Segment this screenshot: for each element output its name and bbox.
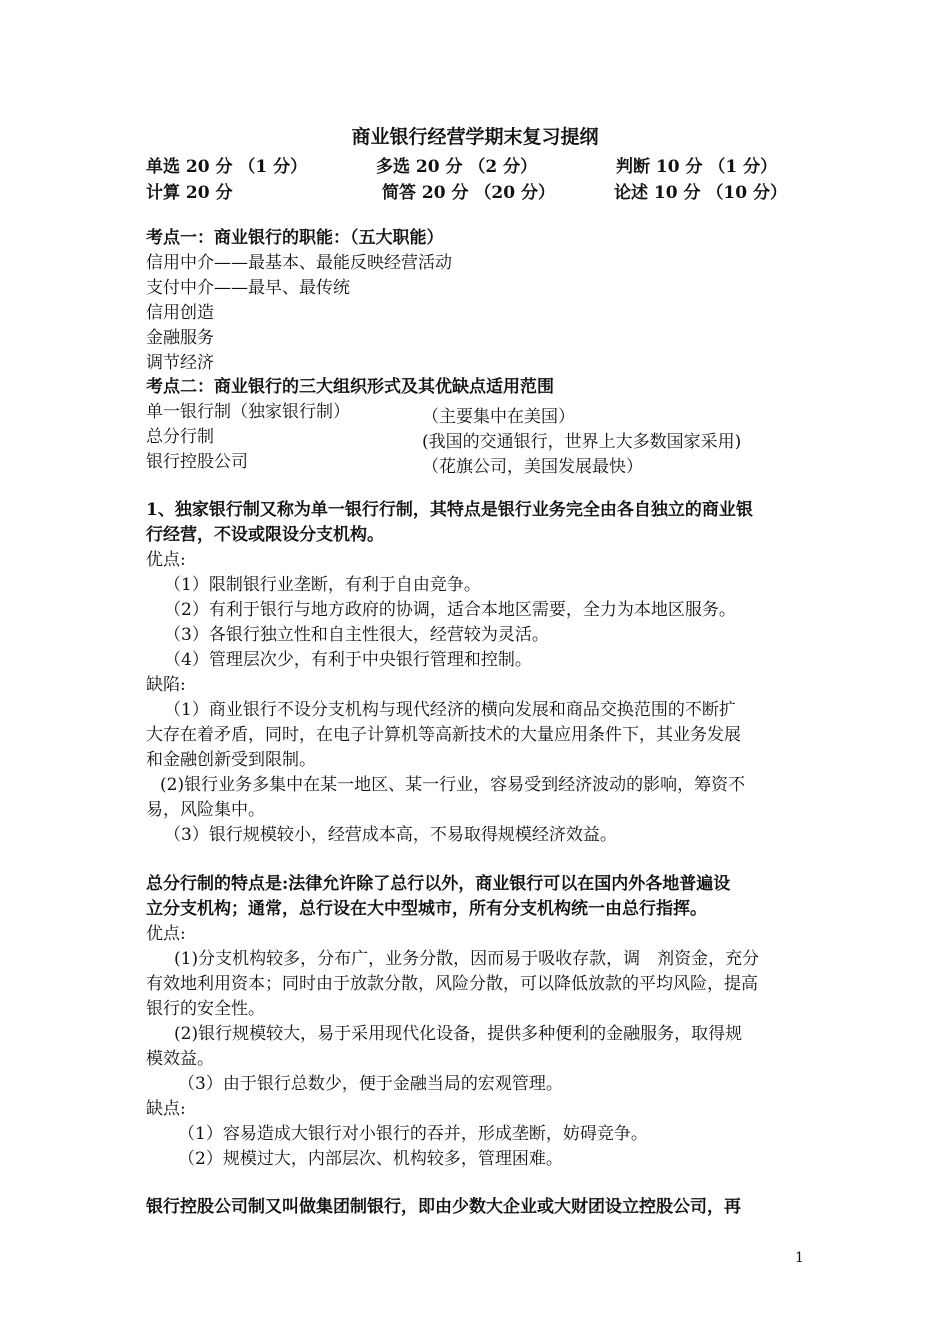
org-form-note: (我国的交通银行，世界上大多数国家采用) (422, 432, 742, 452)
page-number: 1 (795, 1250, 804, 1266)
score-single: 单选 20 分 （1 分） (146, 157, 308, 177)
branch-bank-definition: 立分支机构；通常，总行设在大中型城市，所有分支机构统一由总行指挥。 (146, 899, 707, 919)
org-form-name: 总分行制 (146, 427, 214, 447)
score-essay: 论述 10 分 （10 分） (614, 183, 787, 203)
score-calc: 计算 20 分 (146, 183, 233, 203)
branch-bank-definition: 总分行制的特点是:法律允许除了总行以外，商业银行可以在国内外各地普遍设 (146, 874, 731, 894)
disadvantages-label: 缺陷: (146, 675, 186, 695)
section-heading-1: 考点一：商业银行的职能：（五大职能） (146, 228, 444, 248)
disadvantage-item: (2)银行业务多集中在某一地区、某一行业，容易受到经济波动的影响，筹资不 (160, 775, 746, 795)
advantages-label: 优点: (146, 550, 186, 570)
disadvantage-item: 和金融创新受到限制。 (146, 750, 316, 770)
disadvantage-item: 易，风险集中。 (146, 800, 265, 820)
advantages-label: 优点: (146, 924, 186, 944)
advantage-item: （3）各银行独立性和自主性很大，经营较为灵活。 (164, 625, 549, 645)
unit-bank-definition: 1、独家银行制又称为单一银行行制，其特点是银行业务完全由各自独立的商业银 (146, 500, 753, 520)
org-form-note: （主要集中在美国） (422, 407, 575, 427)
org-form-note: （花旗公司，美国发展最快） (422, 457, 643, 477)
score-multi: 多选 20 分 （2 分） (376, 157, 538, 177)
advantage-item: （2）有利于银行与地方政府的协调，适合本地区需要，全力为本地区服务。 (164, 600, 736, 620)
advantage-item: 模效益。 (146, 1049, 214, 1069)
unit-bank-definition: 行经营，不设或限设分支机构。 (146, 525, 384, 545)
section-heading-2: 考点二：商业银行的三大组织形式及其优缺点适用范围 (146, 377, 554, 397)
page-title: 商业银行经营学期末复习提纲 (351, 126, 599, 148)
disadvantage-item: （1）商业银行不设分支机构与现代经济的横向发展和商品交换范围的不断扩 (164, 700, 736, 720)
advantage-item: 有效地利用资本；同时由于放款分散，风险分散，可以降低放款的平均风险，提高 (146, 974, 758, 994)
org-form-name: 银行控股公司 (146, 452, 248, 472)
disadvantage-item: （3）银行规模较小，经营成本高，不易取得规模经济效益。 (164, 825, 617, 845)
disadvantage-item: （2）规模过大，内部层次、机构较多，管理困难。 (178, 1149, 563, 1169)
advantage-item: (1)分支机构较多，分布广，业务分散，因而易于吸收存款，调 剂资金，充分 (174, 949, 760, 969)
advantage-item: (2)银行规模较大，易于采用现代化设备，提供多种便利的金融服务，取得规 (174, 1024, 743, 1044)
function-item: 信用创造 (146, 303, 214, 323)
advantage-item: （3）由于银行总数少，便于金融当局的宏观管理。 (178, 1074, 563, 1094)
function-item: 调节经济 (146, 353, 214, 373)
disadvantage-item: （1）容易造成大银行对小银行的吞并，形成垄断，妨碍竞争。 (178, 1124, 648, 1144)
advantage-item: （1）限制银行业垄断，有利于自由竞争。 (164, 575, 481, 595)
function-item: 支付中介——最早、最传统 (146, 278, 350, 298)
org-form-name: 单一银行制（独家银行制） (146, 402, 350, 422)
score-judge: 判断 10 分 （1 分） (616, 157, 778, 177)
advantage-item: （4）管理层次少，有利于中央银行管理和控制。 (164, 650, 532, 670)
disadvantages-label: 缺点: (146, 1099, 186, 1119)
disadvantage-item: 大存在着矛盾，同时，在电子计算机等高新技术的大量应用条件下，其业务发展 (146, 725, 741, 745)
score-short: 简答 20 分 （20 分） (382, 183, 555, 203)
advantage-item: 银行的安全性。 (146, 999, 265, 1019)
function-item: 信用中介——最基本、最能反映经营活动 (146, 253, 452, 273)
holding-company-definition: 银行控股公司制又叫做集团制银行，即由少数大企业或大财团设立控股公司，再 (146, 1197, 741, 1217)
function-item: 金融服务 (146, 328, 214, 348)
